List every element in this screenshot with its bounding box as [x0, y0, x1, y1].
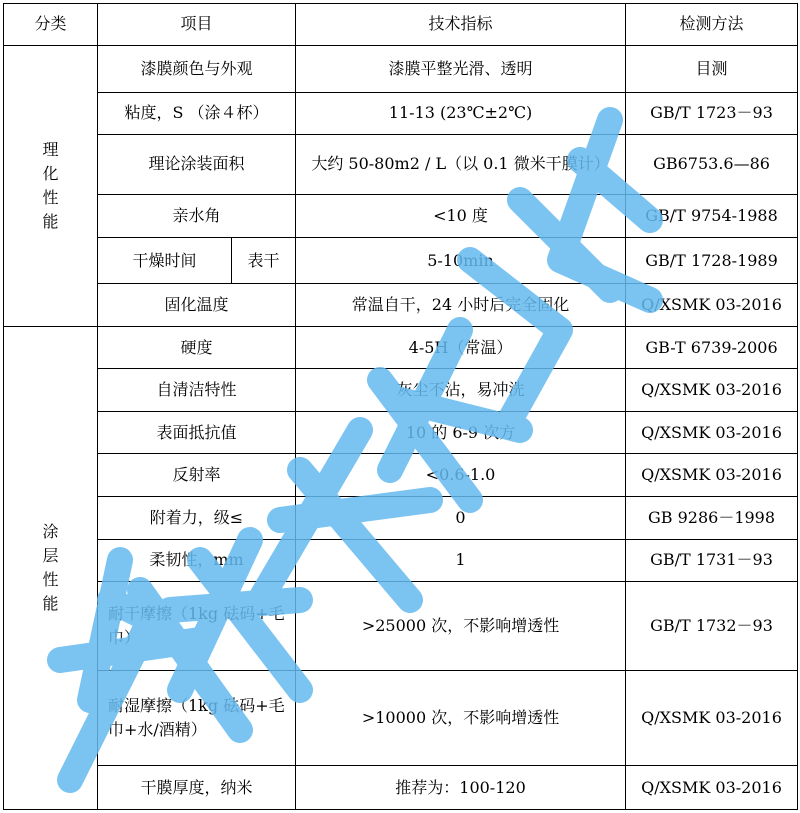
- method-cell: GB/T 1728-1989: [626, 237, 798, 284]
- table-row: [4, 284, 798, 327]
- header-spec: 技术指标: [296, 4, 626, 46]
- spec-cell: 4-5H（常温）: [296, 326, 626, 369]
- method-cell: GB/T 1731－93: [626, 539, 798, 582]
- method-cell: GB-T 6739-2006: [626, 326, 798, 369]
- spec-cell: 大约 50-80m2 / L（以 0.1 微米干膜计）: [296, 134, 626, 195]
- item-cell: 附着力，级≤: [98, 496, 296, 539]
- spec-cell: 常温自干，24 小时后完全固化: [296, 284, 626, 327]
- table-row: [4, 454, 798, 497]
- method-cell: Q/XSMK 03-2016: [626, 284, 798, 327]
- table-row: [4, 237, 798, 284]
- method-cell: GB/T 1732－93: [626, 582, 798, 671]
- spec-cell: 10 的 6-9 次方: [296, 411, 626, 454]
- item-cell: 理论涂装面积: [98, 134, 296, 195]
- item-cell: 粘度，S （涂４杯）: [98, 93, 296, 135]
- item-cell: 自清洁特性: [98, 369, 296, 412]
- category-char: 理: [42, 139, 59, 159]
- table-row: [4, 93, 798, 135]
- table-row: [4, 369, 798, 412]
- method-cell: Q/XSMK 03-2016: [626, 454, 798, 497]
- item-cell: 反射率: [98, 454, 296, 497]
- item-cell: 漆膜颜色与外观: [98, 45, 296, 93]
- category-cell: [4, 326, 98, 809]
- category-char: 能: [42, 593, 59, 613]
- method-cell: GB/T 1723－93: [626, 93, 798, 135]
- spec-cell: <0.6-1.0: [296, 454, 626, 497]
- table-row: [4, 411, 798, 454]
- header-item: 项目: [98, 4, 296, 46]
- item-cell: 耐干摩擦（1kg 砝码+毛巾）: [98, 582, 296, 671]
- category-char: 性: [42, 187, 59, 207]
- table-row: [4, 539, 798, 582]
- spec-cell: 5-10min: [296, 237, 626, 284]
- method-cell: Q/XSMK 03-2016: [626, 369, 798, 412]
- table-row: [4, 766, 798, 810]
- method-cell: Q/XSMK 03-2016: [626, 766, 798, 810]
- category-char: 能: [42, 211, 59, 231]
- table-row: [4, 582, 798, 671]
- method-cell: GB6753.6—86: [626, 134, 798, 195]
- subitem-cell: 表干: [232, 237, 296, 284]
- spec-cell: 11-13 (23℃±2℃): [296, 93, 626, 135]
- spec-cell: >25000 次，不影响增透性: [296, 582, 626, 671]
- item-cell: 亲水角: [98, 195, 296, 238]
- item-cell: 耐湿摩擦（1kg 砝码+毛巾+水/酒精）: [98, 671, 296, 766]
- item-cell: 硬度: [98, 326, 296, 369]
- spec-cell: 推荐为：100-120: [296, 766, 626, 810]
- category-char: 层: [42, 545, 59, 565]
- table-row: [4, 195, 798, 238]
- item-cell: 干膜厚度，纳米: [98, 766, 296, 810]
- spec-cell: >10000 次，不影响增透性: [296, 671, 626, 766]
- header-row: [4, 4, 798, 46]
- header-category: 分类: [4, 4, 98, 46]
- spec-table: [3, 3, 798, 810]
- method-cell: GB/T 9754-1988: [626, 195, 798, 238]
- table-row: [4, 671, 798, 766]
- spec-cell: 0: [296, 496, 626, 539]
- method-cell: GB 9286－1998: [626, 496, 798, 539]
- table-row: [4, 134, 798, 195]
- method-cell: 目测: [626, 45, 798, 93]
- table-row: [4, 45, 798, 93]
- table-row: [4, 496, 798, 539]
- table-row: [4, 326, 798, 369]
- item-cell: 干燥时间: [98, 237, 232, 284]
- category-char: 化: [42, 163, 59, 183]
- category-cell: [4, 45, 98, 326]
- spec-cell: 1: [296, 539, 626, 582]
- spec-cell: 灰尘不沾，易冲洗: [296, 369, 626, 412]
- method-cell: Q/XSMK 03-2016: [626, 411, 798, 454]
- method-cell: Q/XSMK 03-2016: [626, 671, 798, 766]
- item-cell: 固化温度: [98, 284, 296, 327]
- category-char: 性: [42, 569, 59, 589]
- spec-cell: <10 度: [296, 195, 626, 238]
- spec-cell: 漆膜平整光滑、透明: [296, 45, 626, 93]
- category-char: 涂: [42, 521, 59, 541]
- item-cell: 表面抵抗值: [98, 411, 296, 454]
- header-method: 检测方法: [626, 4, 798, 46]
- item-cell: 柔韧性，mm: [98, 539, 296, 582]
